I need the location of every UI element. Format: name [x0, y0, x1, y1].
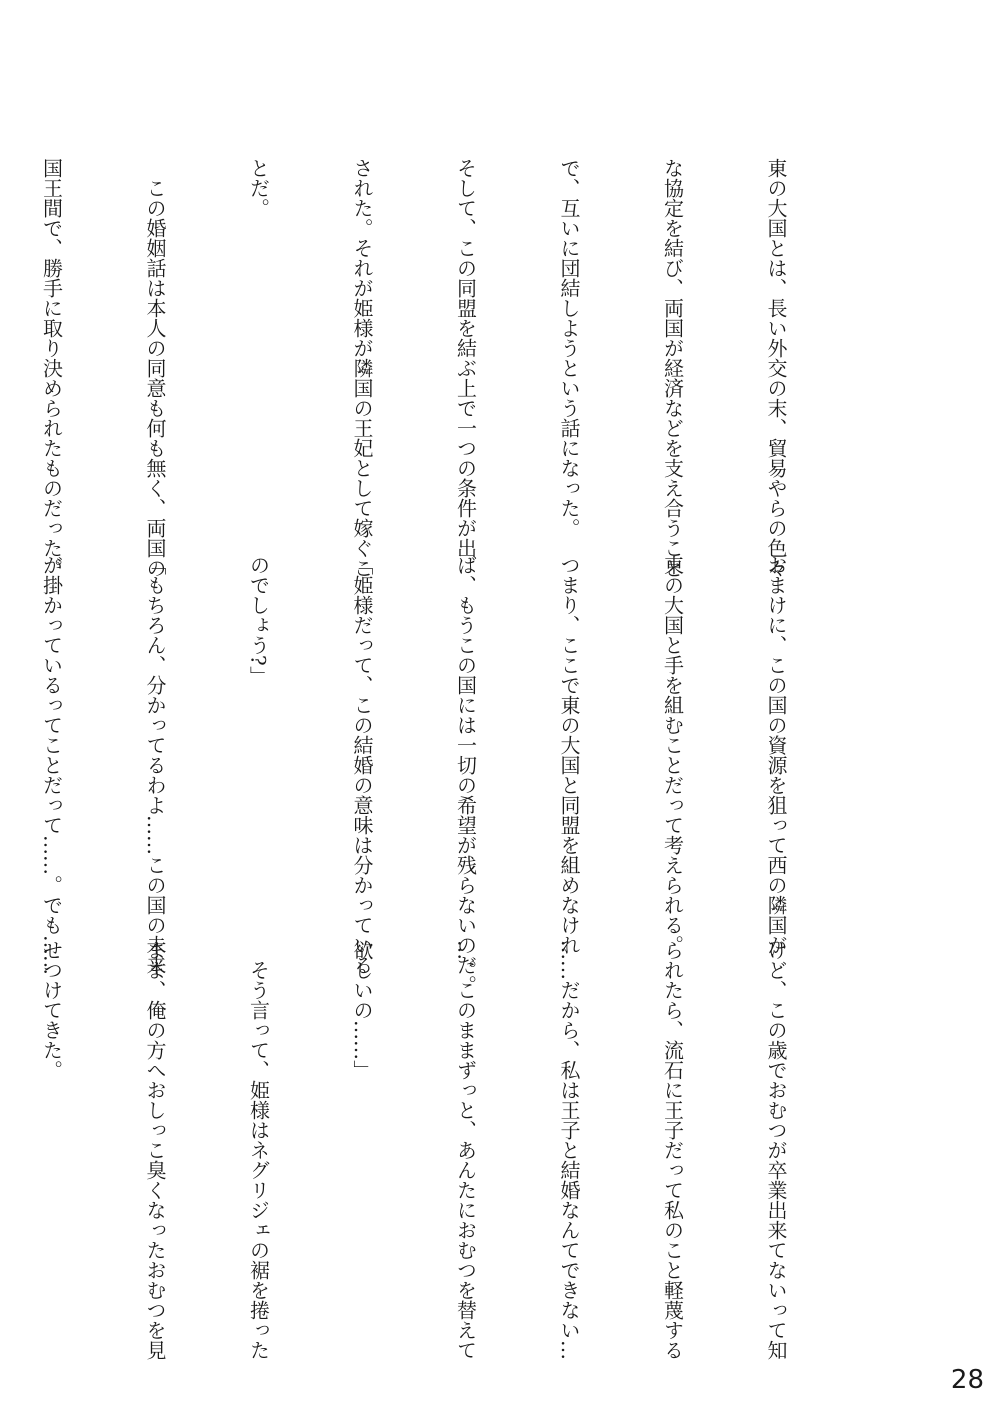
text-block-top	[39, 158, 862, 578]
text-line: ば、もうこの国には一切の希望が残らないのだ。	[453, 555, 478, 995]
text-line: 欲しいの……」	[350, 940, 374, 1080]
text-block-middle	[39, 555, 862, 995]
text-line: そう言って、姫様はネグリジェの裾を捲った	[246, 940, 271, 1360]
text-line: ……だから、私は王子と結婚なんてできない…	[557, 940, 581, 1360]
page-number: 28	[950, 1365, 984, 1395]
text-line: せつけてきた。	[39, 940, 64, 1080]
text-line: そして、この同盟を結ぶ上で一つの条件が出	[453, 158, 478, 558]
text-block-bottom	[39, 940, 862, 1360]
text-line: おまけに、この国の資源を狙って西の隣国が	[764, 555, 788, 955]
text-line: 「もちろん、分かってるわよ……この国の未来	[143, 555, 167, 975]
text-line: のでしょう?」	[246, 555, 271, 686]
text-line: が掛かっているってことだって……。でも……	[39, 555, 64, 975]
text-line: な協定を結び、両国が経済などを支え合うこと	[660, 158, 685, 578]
text-line: られたら、流石に王子だって私のこと軽蔑する	[660, 940, 685, 1360]
text-line: 東の大国とは、長い外交の末、貿易やらの色々	[764, 158, 788, 578]
text-line: 「姫様だって、この結婚の意味は分かっている	[350, 555, 374, 975]
text-line: つまり、ここで東の大国と同盟を組めなけれ	[557, 555, 581, 955]
text-line: 東の大国と手を組むことだって考えられる。	[660, 555, 685, 955]
text-line: けど、この歳でおむつが卒業出来てないって知	[764, 940, 788, 1360]
text-line: この婚姻話は本人の同意も何も無く、両国の	[143, 158, 167, 578]
text-line: …。このままずっと、あんたにおむつを替えて	[453, 940, 478, 1360]
text-line: 国王間で、勝手に取り決められたものだった。	[39, 158, 64, 578]
text-line: で、互いに団結しようという話になった。	[557, 158, 581, 538]
text-line: された。それが姫様が隣国の王妃として嫁ぐこ	[350, 158, 374, 578]
text-line: とだ。	[246, 158, 271, 218]
text-line: まま、俺の方へおしっこ臭くなったおむつを見	[143, 940, 167, 1360]
